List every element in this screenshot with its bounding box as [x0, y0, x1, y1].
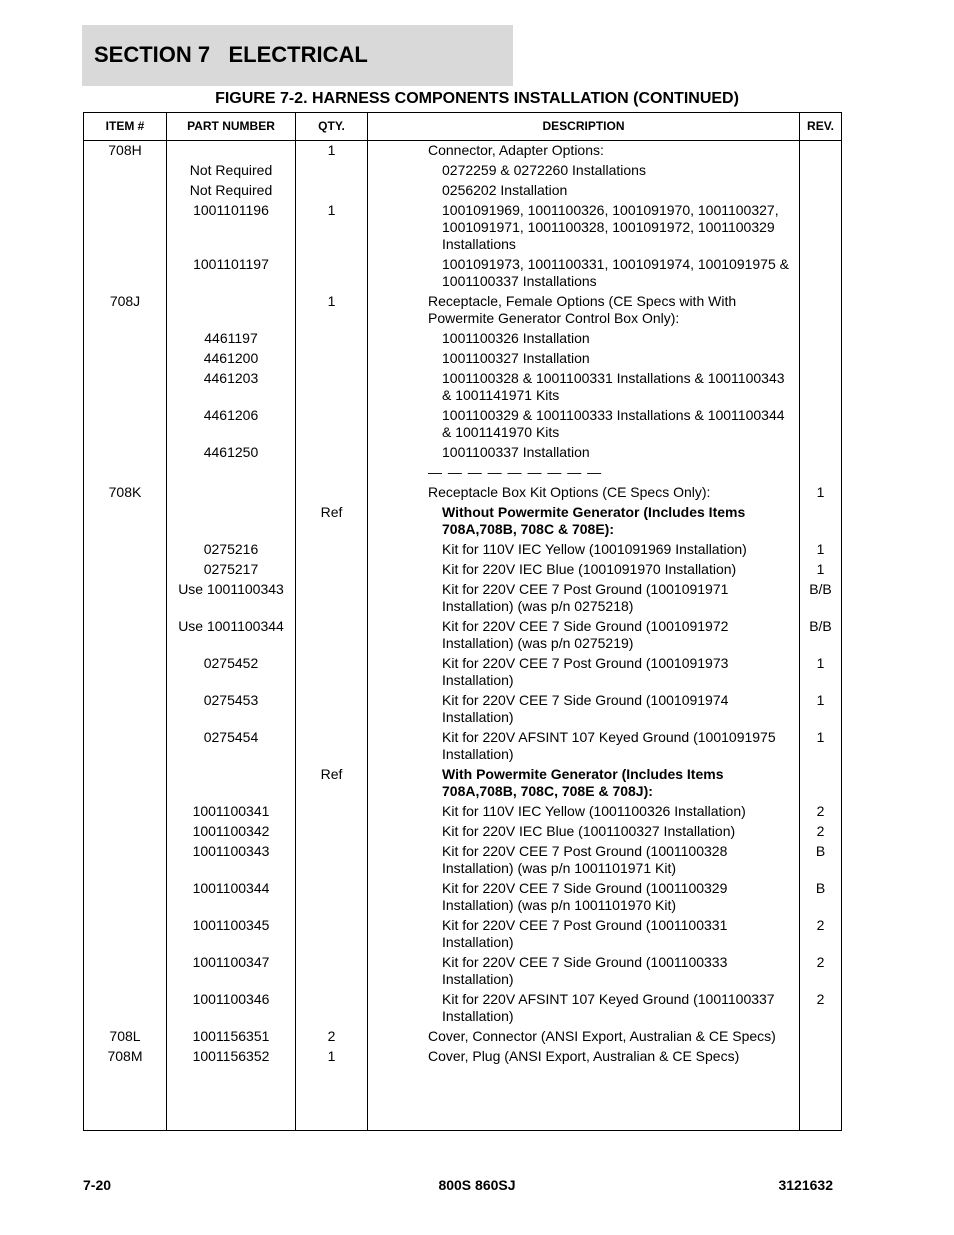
table-row: [84, 1045, 842, 1065]
rev-cell: [800, 290, 842, 327]
qty-cell: [296, 578, 368, 615]
part-number-cell: 4461250: [167, 441, 296, 461]
table-row: [84, 877, 842, 914]
qty-cell: [296, 481, 368, 501]
description-cell: Kit for 220V CEE 7 Side Ground (1001091972 Installation) (was p/n 0275219): [368, 615, 800, 652]
part-number-cell: 1001101197: [167, 253, 296, 290]
part-number-cell: 1001100345: [167, 914, 296, 951]
rev-cell: 1: [800, 689, 842, 726]
description-cell: Kit for 220V IEC Blue (1001091970 Installation): [368, 558, 800, 578]
part-number-cell: 1001101196: [167, 199, 296, 253]
qty-cell: 1: [296, 1045, 368, 1065]
empty-cell: [84, 1065, 167, 1131]
rev-cell: 1: [800, 538, 842, 558]
part-number-cell: Not Required: [167, 179, 296, 199]
rev-cell: B: [800, 840, 842, 877]
qty-cell: 1: [296, 290, 368, 327]
column-header-rev: REV.: [800, 113, 842, 141]
part-number-cell: [167, 290, 296, 327]
description-cell: 1001100326 Installation: [368, 327, 800, 347]
table-row: [84, 578, 842, 615]
column-header-qty: QTY.: [296, 113, 368, 141]
table-row: [84, 652, 842, 689]
item-cell: [84, 327, 167, 347]
description-cell: Kit for 220V CEE 7 Post Ground (1001091973 Installation): [368, 652, 800, 689]
table-row: [84, 441, 842, 461]
table-row: [84, 1025, 842, 1045]
part-number-cell: [167, 461, 296, 481]
part-number-cell: [167, 501, 296, 538]
item-cell: [84, 199, 167, 253]
qty-cell: [296, 914, 368, 951]
table-row: [84, 988, 842, 1025]
table-row: [84, 763, 842, 800]
part-number-cell: Use 1001100343: [167, 578, 296, 615]
qty-cell: [296, 951, 368, 988]
part-number-cell: 1001100341: [167, 800, 296, 820]
description-cell: Kit for 220V CEE 7 Post Ground (1001091971 Installation) (was p/n 0275218): [368, 578, 800, 615]
description-cell: Kit for 220V IEC Blue (1001100327 Installation): [368, 820, 800, 840]
item-cell: [84, 347, 167, 367]
item-cell: [84, 820, 167, 840]
empty-cell: [800, 1065, 842, 1131]
item-cell: [84, 763, 167, 800]
qty-cell: [296, 253, 368, 290]
empty-cell: [296, 1065, 368, 1131]
part-number-cell: [167, 763, 296, 800]
qty-cell: [296, 327, 368, 347]
item-cell: [84, 404, 167, 441]
item-cell: [84, 253, 167, 290]
rev-cell: [800, 253, 842, 290]
item-cell: [84, 877, 167, 914]
description-cell: 1001100329 & 1001100333 Installations & 1001100344 & 1001141970 Kits: [368, 404, 800, 441]
qty-cell: [296, 179, 368, 199]
qty-cell: [296, 877, 368, 914]
rev-cell: 1: [800, 481, 842, 501]
table-row: [84, 327, 842, 347]
description-cell: Cover, Connector (ANSI Export, Australian & CE Specs): [368, 1025, 800, 1045]
qty-cell: [296, 652, 368, 689]
figure-title: FIGURE 7-2. HARNESS COMPONENTS INSTALLATION (CONTINUED): [215, 90, 739, 107]
part-number-cell: 4461206: [167, 404, 296, 441]
rev-cell: 1: [800, 558, 842, 578]
qty-cell: [296, 558, 368, 578]
section-header: [82, 25, 513, 86]
section-title: SECTION 7 ELECTRICAL: [94, 42, 368, 67]
table-row: [84, 726, 842, 763]
table-row: [84, 800, 842, 820]
rev-cell: [800, 1045, 842, 1065]
table-row: [84, 367, 842, 404]
part-number-cell: 0275216: [167, 538, 296, 558]
item-cell: [84, 538, 167, 558]
description-cell: 1001100337 Installation: [368, 441, 800, 461]
description-cell: 1001100328 & 1001100331 Installations & 1001100343 & 1001141971 Kits: [368, 367, 800, 404]
rev-cell: B/B: [800, 615, 842, 652]
part-number-cell: 4461197: [167, 327, 296, 347]
description-cell: 1001100327 Installation: [368, 347, 800, 367]
qty-cell: [296, 367, 368, 404]
part-number-cell: 1001100344: [167, 877, 296, 914]
description-cell: Receptacle, Female Options (CE Specs with With Powermite Generator Control Box Only):: [368, 290, 800, 327]
item-cell: [84, 578, 167, 615]
column-header-description: DESCRIPTION: [368, 113, 800, 141]
table-body: [84, 141, 842, 1131]
part-number-cell: 4461200: [167, 347, 296, 367]
table-row: [84, 159, 842, 179]
item-cell: [84, 726, 167, 763]
table-row: [84, 179, 842, 199]
column-header-part-number: PART NUMBER: [167, 113, 296, 141]
rev-cell: 2: [800, 820, 842, 840]
qty-cell: [296, 615, 368, 652]
qty-cell: 2: [296, 1025, 368, 1045]
item-cell: 708L: [84, 1025, 167, 1045]
table-row: [84, 501, 842, 538]
qty-cell: [296, 800, 368, 820]
item-cell: [84, 800, 167, 820]
item-cell: [84, 159, 167, 179]
table-row: [84, 141, 842, 160]
parts-table: [83, 112, 842, 1131]
part-number-cell: [167, 141, 296, 160]
table-row: [84, 253, 842, 290]
description-cell: — — — — — — — — —: [368, 461, 800, 481]
item-cell: [84, 501, 167, 538]
empty-cell: [368, 1065, 800, 1131]
part-number-cell: 1001100342: [167, 820, 296, 840]
qty-cell: 1: [296, 141, 368, 160]
item-cell: [84, 367, 167, 404]
qty-cell: Ref: [296, 501, 368, 538]
description-cell: Connector, Adapter Options:: [368, 141, 800, 160]
table-row: [84, 347, 842, 367]
qty-cell: [296, 538, 368, 558]
table-filler-row: [84, 1065, 842, 1131]
part-number-cell: 0275217: [167, 558, 296, 578]
description-cell: Kit for 220V AFSINT 107 Keyed Ground (1001100337 Installation): [368, 988, 800, 1025]
document-number: 3121632: [778, 1177, 833, 1193]
description-cell: 1001091969, 1001100326, 1001091970, 1001100327, 1001091971, 1001100328, 1001091972, 1001100329 Installations: [368, 199, 800, 253]
page-number: 7-20: [83, 1177, 112, 1193]
description-cell: Kit for 220V AFSINT 107 Keyed Ground (1001091975 Installation): [368, 726, 800, 763]
part-number-cell: 0275452: [167, 652, 296, 689]
item-cell: [84, 951, 167, 988]
rev-cell: [800, 501, 842, 538]
rev-cell: [800, 327, 842, 347]
table-row: [84, 840, 842, 877]
item-cell: [84, 461, 167, 481]
item-cell: [84, 558, 167, 578]
rev-cell: B: [800, 877, 842, 914]
part-number-cell: [167, 481, 296, 501]
model-name: 800S 860SJ: [438, 1177, 516, 1193]
part-number-cell: 0275453: [167, 689, 296, 726]
part-number-cell: 4461203: [167, 367, 296, 404]
part-number-cell: 1001100343: [167, 840, 296, 877]
rev-cell: [800, 179, 842, 199]
qty-cell: [296, 689, 368, 726]
description-cell: Without Powermite Generator (Includes Items 708A,708B, 708C & 708E):: [368, 501, 800, 538]
item-cell: [84, 689, 167, 726]
rev-cell: 2: [800, 988, 842, 1025]
part-number-cell: 1001100347: [167, 951, 296, 988]
rev-cell: 2: [800, 951, 842, 988]
rev-cell: 1: [800, 726, 842, 763]
rev-cell: 2: [800, 800, 842, 820]
table-row: [84, 404, 842, 441]
rev-cell: [800, 367, 842, 404]
item-cell: [84, 840, 167, 877]
part-number-cell: Not Required: [167, 159, 296, 179]
rev-cell: [800, 159, 842, 179]
qty-cell: [296, 726, 368, 763]
description-cell: Kit for 220V CEE 7 Post Ground (1001100331 Installation): [368, 914, 800, 951]
rev-cell: 1: [800, 652, 842, 689]
part-number-cell: Use 1001100344: [167, 615, 296, 652]
qty-cell: [296, 159, 368, 179]
qty-cell: [296, 404, 368, 441]
description-cell: Kit for 220V CEE 7 Side Ground (1001091974 Installation): [368, 689, 800, 726]
table-row: [84, 914, 842, 951]
rev-cell: [800, 441, 842, 461]
description-cell: Kit for 110V IEC Yellow (1001100326 Installation): [368, 800, 800, 820]
description-cell: Kit for 220V CEE 7 Side Ground (1001100329 Installation) (was p/n 1001101970 Kit): [368, 877, 800, 914]
part-number-cell: 1001100346: [167, 988, 296, 1025]
rev-cell: [800, 461, 842, 481]
qty-cell: [296, 461, 368, 481]
rev-cell: 2: [800, 914, 842, 951]
description-cell: With Powermite Generator (Includes Items 708A,708B, 708C, 708E & 708J):: [368, 763, 800, 800]
table-row: [84, 951, 842, 988]
rev-cell: [800, 763, 842, 800]
qty-cell: [296, 840, 368, 877]
description-cell: 0272259 & 0272260 Installations: [368, 159, 800, 179]
description-cell: 0256202 Installation: [368, 179, 800, 199]
qty-cell: [296, 441, 368, 461]
item-cell: 708H: [84, 141, 167, 160]
rev-cell: [800, 199, 842, 253]
table-row: [84, 199, 842, 253]
table-row: [84, 538, 842, 558]
column-header-item: ITEM #: [84, 113, 167, 141]
item-cell: [84, 179, 167, 199]
qty-cell: [296, 988, 368, 1025]
description-cell: Cover, Plug (ANSI Export, Australian & CE Specs): [368, 1045, 800, 1065]
rev-cell: [800, 1025, 842, 1045]
item-cell: [84, 652, 167, 689]
table-header-row: [84, 113, 842, 141]
description-cell: Kit for 220V CEE 7 Post Ground (1001100328 Installation) (was p/n 1001101971 Kit): [368, 840, 800, 877]
qty-cell: Ref: [296, 763, 368, 800]
table-row: [84, 481, 842, 501]
table-row: [84, 689, 842, 726]
item-cell: [84, 988, 167, 1025]
table-row: [84, 461, 842, 481]
item-cell: 708K: [84, 481, 167, 501]
qty-cell: [296, 820, 368, 840]
rev-cell: B/B: [800, 578, 842, 615]
item-cell: 708M: [84, 1045, 167, 1065]
item-cell: [84, 615, 167, 652]
description-cell: Kit for 220V CEE 7 Side Ground (1001100333 Installation): [368, 951, 800, 988]
description-cell: 1001091973, 1001100331, 1001091974, 1001091975 & 1001100337 Installations: [368, 253, 800, 290]
rev-cell: [800, 347, 842, 367]
part-number-cell: 1001156352: [167, 1045, 296, 1065]
table-row: [84, 290, 842, 327]
item-cell: 708J: [84, 290, 167, 327]
table-row: [84, 615, 842, 652]
item-cell: [84, 914, 167, 951]
empty-cell: [167, 1065, 296, 1131]
part-number-cell: 1001156351: [167, 1025, 296, 1045]
qty-cell: 1: [296, 199, 368, 253]
description-cell: Receptacle Box Kit Options (CE Specs Only):: [368, 481, 800, 501]
table-row: [84, 558, 842, 578]
item-cell: [84, 441, 167, 461]
table-row: [84, 820, 842, 840]
rev-cell: [800, 404, 842, 441]
qty-cell: [296, 347, 368, 367]
part-number-cell: 0275454: [167, 726, 296, 763]
rev-cell: [800, 141, 842, 160]
description-cell: Kit for 110V IEC Yellow (1001091969 Installation): [368, 538, 800, 558]
